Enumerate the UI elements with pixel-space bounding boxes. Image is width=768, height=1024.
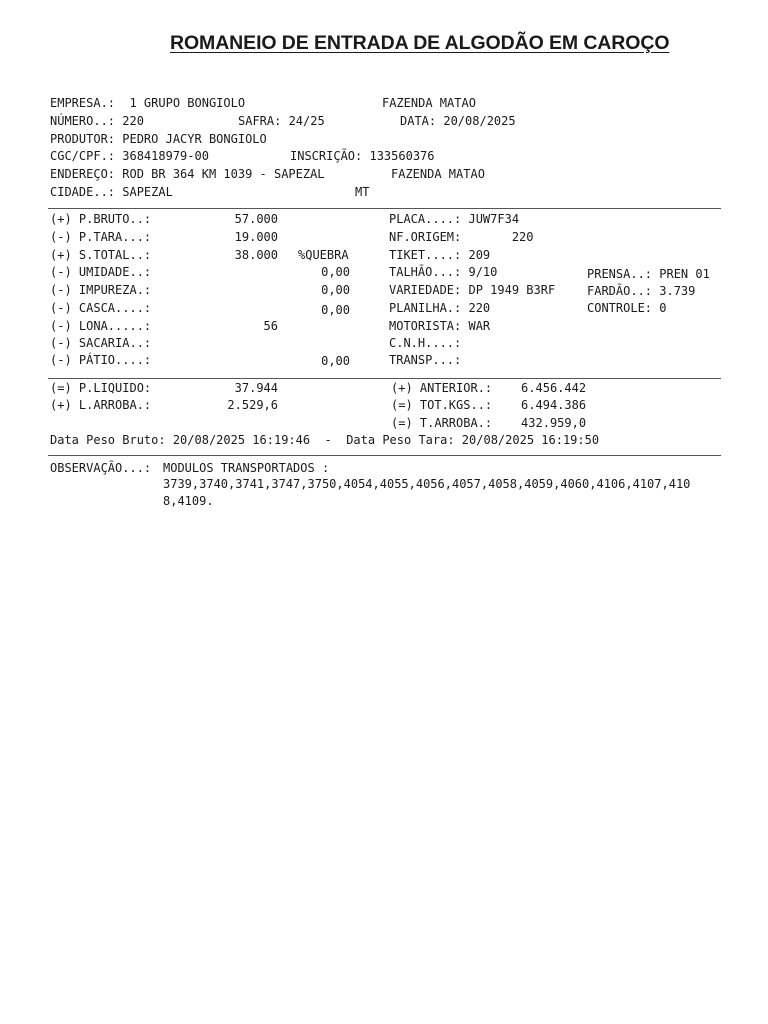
info-line: MOTORISTA: WAR <box>389 319 491 333</box>
weight-label: (+) P.BRUTO..: <box>50 212 152 226</box>
totkgs-line: (=) TOT.KGS..: 6.494.386 <box>391 398 587 412</box>
weight-label: (-) IMPUREZA.: <box>50 283 152 297</box>
cgc-line: CGC/CPF.: 368418979-00 <box>50 149 209 163</box>
weight-label: (-) SACARIA..: <box>50 336 152 350</box>
produtor-line: PRODUTOR: PEDRO JACYR BONGIOLO <box>50 132 267 146</box>
anterior-line: (+) ANTERIOR.: 6.456.442 <box>391 381 587 395</box>
weight-percent: 0,00 <box>321 265 350 279</box>
weight-label: (+) S.TOTAL..: <box>50 248 152 262</box>
divider-3 <box>48 455 721 456</box>
weight-value: 19.000 <box>234 230 278 244</box>
quebra-header: %QUEBRA <box>298 248 349 262</box>
liquido-label: (=) P.LIQUIDO: <box>50 381 152 395</box>
observacao-label: OBSERVAÇÃO...: <box>50 461 152 475</box>
inscricao-line: INSCRIÇÃO: 133560376 <box>290 149 435 163</box>
larroba-value: 2.529,6 <box>227 398 278 412</box>
weight-value: 56 <box>263 319 278 333</box>
info-line: C.N.H....: <box>389 336 462 350</box>
side-line: PRENSA..: PREN 01 <box>587 267 710 281</box>
info-line: PLACA....: JUW7F34 <box>389 212 520 226</box>
datas-line: Data Peso Bruto: 20/08/2025 16:19:46 - Data Peso Tara: 20/08/2025 16:19:50 <box>50 433 600 447</box>
weight-label: (-) LONA.....: <box>50 319 152 333</box>
data-line: DATA: 20/08/2025 <box>400 114 516 128</box>
info-line: TALHÃO...: 9/10 <box>389 265 498 279</box>
weight-value: 38.000 <box>234 248 278 262</box>
weight-label: (-) P.TARA...: <box>50 230 152 244</box>
info-line: TRANSP...: <box>389 353 462 367</box>
weight-label: (-) UMIDADE..: <box>50 265 152 279</box>
fazenda-name: FAZENDA MATAO <box>382 96 476 110</box>
tarroba-line: (=) T.ARROBA.: 432.959,0 <box>391 416 587 430</box>
safra-line: SAFRA: 24/25 <box>238 114 325 128</box>
weight-percent: 0,00 <box>321 354 350 368</box>
cidade-line: CIDADE..: SAPEZAL <box>50 185 173 199</box>
larroba-label: (+) L.ARROBA.: <box>50 398 152 412</box>
observacao-modules: 3739,3740,3741,3747,3750,4054,4055,4056,4057,4058,4059,4060,4106,4107,410 <box>163 477 691 491</box>
info-line: NF.ORIGEM: 220 <box>389 230 534 244</box>
observacao-text: MODULOS TRANSPORTADOS : <box>163 461 330 475</box>
divider-2 <box>48 378 721 379</box>
empresa-line: EMPRESA.: 1 GRUPO BONGIOLO <box>50 96 246 110</box>
side-line: FARDÃO..: 3.739 <box>587 284 696 298</box>
uf-label: MT <box>355 185 370 199</box>
info-line: VARIEDADE: DP 1949 B3RF <box>389 283 556 297</box>
weight-label: (-) PÁTIO....: <box>50 353 152 367</box>
endereco-line: ENDEREÇO: ROD BR 364 KM 1039 - SAPEZAL <box>50 167 325 181</box>
side-line: CONTROLE: 0 <box>587 301 667 315</box>
divider-1 <box>48 208 721 209</box>
weight-label: (-) CASCA....: <box>50 301 152 315</box>
numero-line: NÚMERO..: 220 <box>50 114 144 128</box>
info-line: PLANILHA.: 220 <box>389 301 491 315</box>
document-title: ROMANEIO DE ENTRADA DE ALGODÃO EM CAROÇO <box>170 32 670 54</box>
weight-percent: 0,00 <box>321 283 350 297</box>
observacao-modules-cont: 8,4109. <box>163 494 214 508</box>
fazenda-address: FAZENDA MATAO <box>391 167 485 181</box>
weight-value: 57.000 <box>234 212 278 226</box>
weight-percent: 0,00 <box>321 303 350 317</box>
liquido-value: 37.944 <box>234 381 278 395</box>
info-line: TIKET....: 209 <box>389 248 491 262</box>
